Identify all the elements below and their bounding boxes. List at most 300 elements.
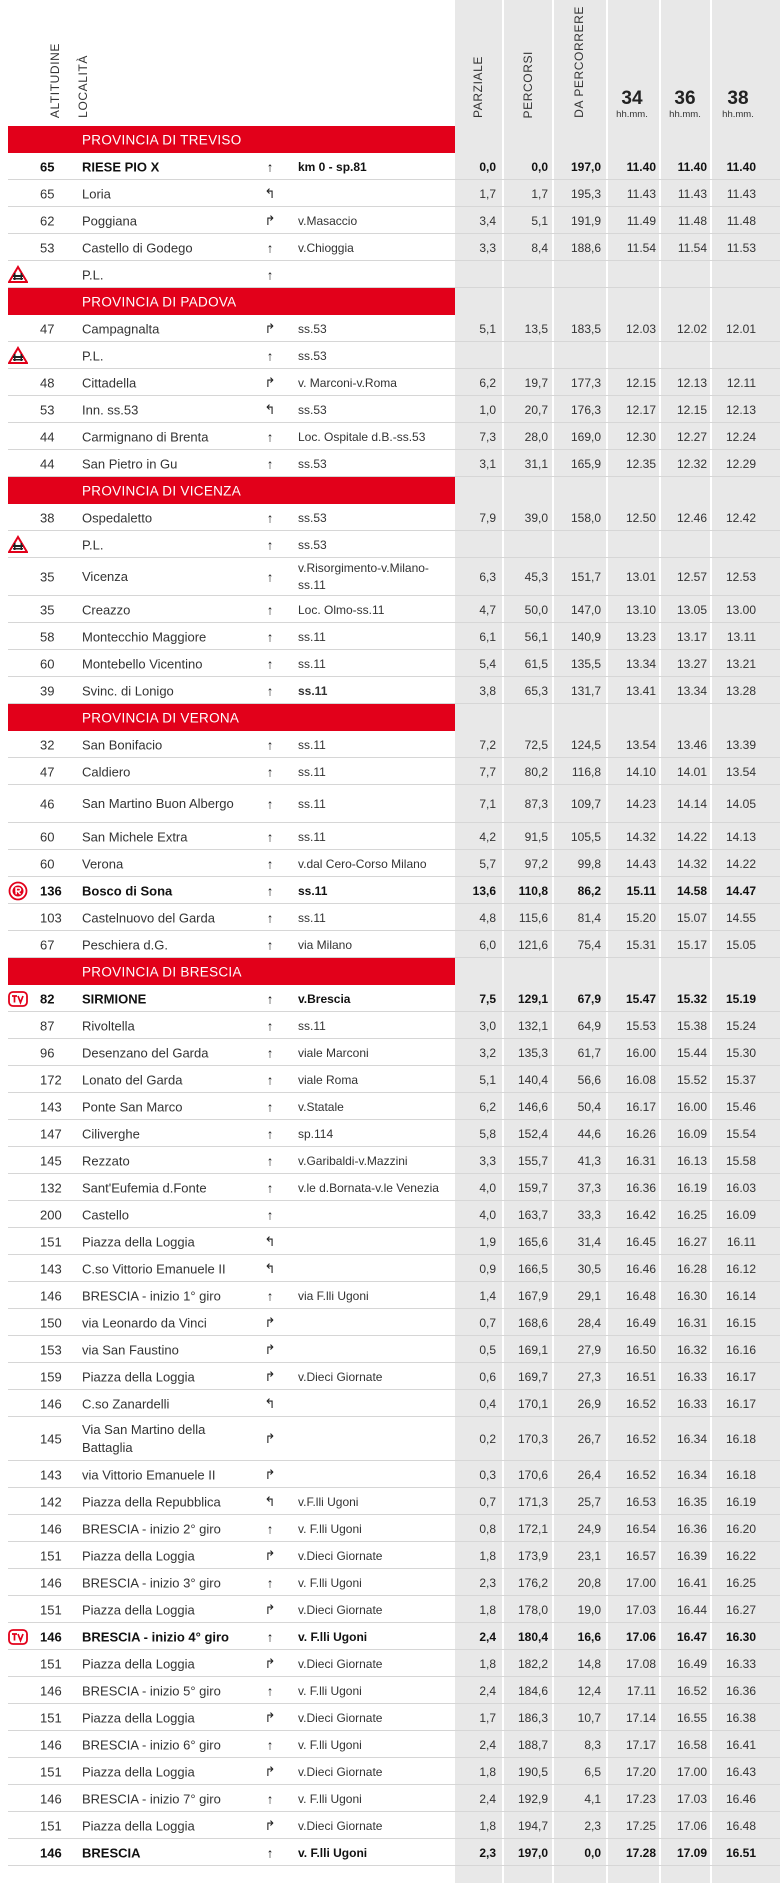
time-36-cell: 17.09 bbox=[676, 1845, 707, 1860]
table-row bbox=[0, 1309, 780, 1336]
parziale-cell: 4,7 bbox=[479, 602, 496, 617]
time-36-cell: 16.32 bbox=[676, 1342, 707, 1357]
time-38-cell: 16.14 bbox=[725, 1288, 756, 1303]
time-38-cell: 16.38 bbox=[725, 1710, 756, 1725]
speed-unit: hh.mm. bbox=[616, 109, 648, 120]
location-cell: via Vittorio Emanuele II bbox=[82, 1467, 216, 1482]
road-cell: v.le d.Bornata-v.le Venezia bbox=[298, 1180, 439, 1195]
parziale-cell: 2,3 bbox=[479, 1575, 496, 1590]
direction-arrow-icon: ↑ bbox=[266, 1045, 274, 1060]
time-34-cell: 15.31 bbox=[625, 937, 656, 952]
parziale-cell: 4,0 bbox=[479, 1180, 496, 1195]
time-34-cell: 13.54 bbox=[625, 737, 656, 752]
parziale-cell: 5,4 bbox=[479, 656, 496, 671]
da-percorrere-cell: 64,9 bbox=[577, 1018, 601, 1033]
time-36-cell: 14.01 bbox=[676, 764, 707, 779]
time-34-cell: 16.36 bbox=[625, 1180, 656, 1195]
direction-arrow-icon: ↑ bbox=[266, 1153, 274, 1168]
altitude-cell: 32 bbox=[40, 737, 55, 752]
parziale-cell: 2,4 bbox=[479, 1791, 496, 1806]
altitude-cell: 47 bbox=[40, 764, 55, 779]
time-38-cell: 16.51 bbox=[725, 1845, 756, 1860]
direction-arrow-icon: ↱ bbox=[264, 374, 276, 390]
time-36-cell: 16.41 bbox=[676, 1575, 707, 1590]
time-34-cell: 13.34 bbox=[625, 656, 656, 671]
da-percorrere-cell: 183,5 bbox=[570, 321, 601, 336]
table-header bbox=[0, 0, 780, 126]
direction-arrow-icon: ↑ bbox=[266, 1629, 274, 1644]
location-cell: BRESCIA - inizio 5° giro bbox=[82, 1683, 221, 1698]
time-38-cell: 16.25 bbox=[725, 1575, 756, 1590]
direction-arrow-icon: ↑ bbox=[266, 629, 274, 644]
time-36-cell: 15.52 bbox=[676, 1072, 707, 1087]
time-36-cell: 17.00 bbox=[676, 1764, 707, 1779]
altitude-cell: 96 bbox=[40, 1045, 55, 1060]
time-36-cell: 11.40 bbox=[677, 159, 707, 174]
time-36-cell: 14.32 bbox=[676, 856, 707, 871]
percorsi-cell: 31,1 bbox=[524, 456, 548, 471]
location-cell: Verona bbox=[82, 856, 124, 871]
road-cell: v. F.lli Ugoni bbox=[298, 1737, 362, 1752]
altitude-cell: 151 bbox=[40, 1548, 62, 1563]
road-cell: via F.lli Ugoni bbox=[298, 1288, 369, 1303]
time-34-cell: 11.43 bbox=[626, 186, 656, 201]
time-34-cell: 17.08 bbox=[625, 1656, 656, 1671]
road-cell: ss.11 bbox=[298, 829, 326, 844]
level-crossing-icon bbox=[8, 265, 28, 285]
time-38-cell: 16.30 bbox=[725, 1629, 756, 1644]
time-34-cell: 17.00 bbox=[625, 1575, 656, 1590]
parziale-cell: 0,9 bbox=[479, 1261, 496, 1276]
percorsi-cell: 80,2 bbox=[524, 764, 548, 779]
time-34-cell: 11.40 bbox=[626, 159, 656, 174]
altitude-cell: 35 bbox=[40, 569, 55, 585]
location-cell: Piazza della Loggia bbox=[82, 1818, 195, 1833]
parziale-cell: 4,8 bbox=[479, 910, 496, 925]
direction-arrow-icon: ↰ bbox=[264, 1493, 276, 1509]
direction-arrow-icon: ↑ bbox=[266, 267, 274, 282]
road-cell: ss.53 bbox=[298, 348, 327, 363]
percorsi-cell: 135,3 bbox=[517, 1045, 548, 1060]
parziale-cell: 7,5 bbox=[479, 991, 496, 1006]
percorsi-cell: 97,2 bbox=[524, 856, 548, 871]
percorsi-cell: 39,0 bbox=[524, 510, 548, 525]
percorsi-cell: 50,0 bbox=[524, 602, 548, 617]
location-cell: Castello di Godego bbox=[82, 240, 193, 255]
altitude-cell: 53 bbox=[40, 240, 55, 255]
parziale-cell: 4,2 bbox=[479, 829, 496, 844]
direction-arrow-icon: ↑ bbox=[266, 1737, 274, 1752]
da-percorrere-cell: 169,0 bbox=[570, 429, 601, 444]
percorsi-cell: 172,1 bbox=[517, 1521, 548, 1536]
time-34-cell: 16.57 bbox=[625, 1548, 656, 1563]
da-percorrere-cell: 158,0 bbox=[570, 510, 601, 525]
time-34-cell: 17.06 bbox=[625, 1629, 656, 1644]
location-cell: Lonato del Garda bbox=[82, 1072, 183, 1087]
time-34-cell: 13.23 bbox=[625, 629, 656, 644]
location-cell: Campagnalta bbox=[82, 321, 160, 336]
table-row bbox=[0, 1569, 780, 1596]
direction-arrow-icon: ↑ bbox=[266, 1099, 274, 1114]
da-percorrere-cell: 116,8 bbox=[571, 764, 601, 779]
location-cell: Piazza della Loggia bbox=[82, 1656, 195, 1671]
timetable-rows bbox=[0, 126, 780, 1866]
table-row bbox=[0, 558, 780, 596]
table-row bbox=[0, 985, 780, 1012]
altitude-cell: 150 bbox=[40, 1315, 62, 1330]
direction-arrow-icon: ↑ bbox=[266, 764, 274, 779]
altitude-cell: 146 bbox=[40, 1629, 62, 1644]
da-percorrere-cell: 188,6 bbox=[570, 240, 601, 255]
table-row bbox=[0, 261, 780, 288]
time-36-cell: 15.17 bbox=[676, 937, 707, 952]
table-row bbox=[0, 650, 780, 677]
altitude-cell: 60 bbox=[40, 656, 55, 671]
time-34-cell: 14.43 bbox=[625, 856, 656, 871]
time-34-cell: 13.01 bbox=[625, 570, 656, 584]
percorsi-cell: 45,3 bbox=[524, 570, 548, 584]
altitude-cell: 136 bbox=[40, 883, 62, 898]
percorsi-cell: 1,7 bbox=[531, 186, 548, 201]
table-row bbox=[0, 1120, 780, 1147]
da-percorrere-cell: 0,0 bbox=[584, 1845, 601, 1860]
location-cell: BRESCIA - inizio 2° giro bbox=[82, 1521, 221, 1536]
location-cell: Carmignano di Brenta bbox=[82, 429, 209, 444]
road-cell: ss.11 bbox=[298, 883, 328, 898]
tv-icon bbox=[8, 989, 28, 1009]
parziale-cell: 6,1 bbox=[479, 629, 496, 644]
direction-arrow-icon: ↱ bbox=[264, 1431, 276, 1446]
time-36-cell: 11.48 bbox=[677, 213, 707, 228]
direction-arrow-icon: ↑ bbox=[266, 683, 274, 698]
da-percorrere-cell: 50,4 bbox=[577, 1099, 601, 1114]
da-percorrere-cell: 29,1 bbox=[577, 1288, 601, 1303]
road-cell: ss.53 bbox=[298, 537, 327, 552]
table-row bbox=[0, 850, 780, 877]
time-38-cell: 15.24 bbox=[725, 1018, 756, 1033]
percorsi-cell: 170,1 bbox=[517, 1396, 548, 1411]
road-cell: v. F.lli Ugoni bbox=[298, 1845, 368, 1860]
header-da-percorrere: DA PERCORRERE bbox=[572, 6, 586, 118]
direction-arrow-icon: ↑ bbox=[266, 1683, 274, 1698]
parziale-cell: 3,2 bbox=[479, 1045, 496, 1060]
altitude-cell: 38 bbox=[40, 510, 55, 525]
table-row bbox=[0, 369, 780, 396]
percorsi-cell: 170,6 bbox=[517, 1467, 548, 1482]
parziale-cell: 5,8 bbox=[479, 1126, 496, 1141]
table-row bbox=[0, 1039, 780, 1066]
time-36-cell: 16.35 bbox=[676, 1494, 707, 1509]
location-cell: SIRMIONE bbox=[82, 991, 147, 1006]
time-34-cell: 16.52 bbox=[625, 1432, 656, 1446]
table-row bbox=[0, 931, 780, 958]
time-36-cell: 14.14 bbox=[676, 797, 707, 811]
road-cell: v. F.lli Ugoni bbox=[298, 1683, 362, 1698]
da-percorrere-cell: 147,0 bbox=[570, 602, 601, 617]
time-38-cell: 16.03 bbox=[725, 1180, 756, 1195]
percorsi-cell: 163,7 bbox=[517, 1207, 548, 1222]
parziale-cell: 7,1 bbox=[479, 797, 496, 811]
percorsi-cell: 129,1 bbox=[517, 991, 548, 1006]
road-cell: v. F.lli Ugoni bbox=[298, 1521, 362, 1536]
time-38-cell: 15.30 bbox=[725, 1045, 756, 1060]
province-header bbox=[0, 126, 780, 153]
percorsi-cell: 168,6 bbox=[517, 1315, 548, 1330]
time-36-cell: 16.30 bbox=[676, 1288, 707, 1303]
road-cell: sp.114 bbox=[298, 1126, 334, 1141]
time-36-cell: 16.34 bbox=[676, 1432, 707, 1446]
time-38-cell: 16.46 bbox=[725, 1791, 756, 1806]
da-percorrere-cell: 23,1 bbox=[577, 1548, 601, 1563]
time-38-cell: 16.20 bbox=[725, 1521, 756, 1536]
table-row bbox=[0, 904, 780, 931]
direction-arrow-icon: ↑ bbox=[266, 1845, 274, 1860]
direction-arrow-icon: ↱ bbox=[264, 1709, 276, 1725]
speed-header-34 bbox=[604, 89, 660, 120]
da-percorrere-cell: 124,5 bbox=[570, 737, 601, 752]
time-34-cell: 16.49 bbox=[625, 1315, 656, 1330]
time-34-cell: 16.51 bbox=[625, 1369, 656, 1384]
time-38-cell: 16.22 bbox=[725, 1548, 756, 1563]
road-cell: v. F.lli Ugoni bbox=[298, 1575, 362, 1590]
time-34-cell: 12.17 bbox=[625, 402, 656, 417]
location-cell: Piazza della Repubblica bbox=[82, 1494, 221, 1509]
da-percorrere-cell: 140,9 bbox=[570, 629, 601, 644]
road-cell: v.Masaccio bbox=[298, 213, 358, 228]
location-cell: Castelnuovo del Garda bbox=[82, 910, 215, 925]
road-cell: v.Garibaldi-v.Mazzini bbox=[298, 1153, 408, 1168]
altitude-cell: 87 bbox=[40, 1018, 55, 1033]
altitude-cell: 200 bbox=[40, 1207, 62, 1222]
parziale-cell: 7,7 bbox=[479, 764, 496, 779]
time-38-cell: 16.27 bbox=[725, 1602, 756, 1617]
parziale-cell: 0,4 bbox=[479, 1396, 496, 1411]
time-34-cell: 16.17 bbox=[625, 1099, 656, 1114]
location-cell: Poggiana bbox=[82, 213, 137, 228]
location-cell: P.L. bbox=[82, 267, 104, 282]
direction-arrow-icon: ↑ bbox=[266, 910, 274, 925]
road-cell: ss.53 bbox=[298, 510, 327, 525]
table-row bbox=[0, 1488, 780, 1515]
time-38-cell: 16.33 bbox=[725, 1656, 756, 1671]
da-percorrere-cell: 28,4 bbox=[577, 1315, 601, 1330]
percorsi-cell: 72,5 bbox=[524, 737, 548, 752]
time-36-cell: 12.02 bbox=[676, 321, 707, 336]
time-34-cell: 16.46 bbox=[625, 1261, 656, 1276]
parziale-cell: 0,5 bbox=[479, 1342, 496, 1357]
speed-value: 38 bbox=[727, 88, 749, 109]
time-36-cell: 16.19 bbox=[676, 1180, 707, 1195]
time-36-cell: 13.46 bbox=[676, 737, 707, 752]
time-38-cell: 14.13 bbox=[725, 829, 756, 844]
table-row bbox=[0, 1417, 780, 1461]
location-cell: C.so Vittorio Emanuele II bbox=[82, 1261, 226, 1276]
time-38-cell: 16.17 bbox=[725, 1396, 756, 1411]
parziale-cell: 7,2 bbox=[479, 737, 496, 752]
time-36-cell: 16.58 bbox=[676, 1737, 707, 1752]
table-row bbox=[0, 1147, 780, 1174]
time-34-cell: 17.14 bbox=[625, 1710, 656, 1725]
time-38-cell: 13.21 bbox=[725, 656, 756, 671]
direction-arrow-icon: ↑ bbox=[266, 737, 274, 752]
parziale-cell: 6,0 bbox=[479, 937, 496, 952]
location-cell: Montecchio Maggiore bbox=[82, 629, 207, 644]
altitude-cell: 47 bbox=[40, 321, 55, 336]
speed-value: 34 bbox=[621, 88, 643, 109]
road-cell: v.Dieci Giornate bbox=[298, 1369, 383, 1384]
location-cell: P.L. bbox=[82, 348, 104, 363]
percorsi-cell: 188,7 bbox=[517, 1737, 548, 1752]
percorsi-cell: 87,3 bbox=[524, 797, 548, 811]
time-34-cell: 16.00 bbox=[625, 1045, 656, 1060]
time-36-cell: 16.36 bbox=[676, 1521, 707, 1536]
time-36-cell: 16.34 bbox=[676, 1467, 707, 1482]
time-38-cell: 13.00 bbox=[725, 602, 756, 617]
parziale-cell: 1,7 bbox=[479, 186, 496, 201]
altitude-cell: 151 bbox=[40, 1764, 62, 1779]
time-34-cell: 16.45 bbox=[625, 1234, 656, 1249]
time-36-cell: 16.52 bbox=[676, 1683, 707, 1698]
time-36-cell: 16.31 bbox=[676, 1315, 707, 1330]
direction-arrow-icon: ↱ bbox=[264, 320, 276, 336]
da-percorrere-cell: 67,9 bbox=[577, 991, 601, 1006]
time-36-cell: 16.28 bbox=[676, 1261, 707, 1276]
time-34-cell: 16.52 bbox=[625, 1467, 656, 1482]
location-cell: Peschiera d.G. bbox=[82, 937, 168, 952]
direction-arrow-icon: ↰ bbox=[264, 401, 276, 417]
parziale-cell: 6,2 bbox=[479, 375, 496, 390]
altitude-cell: 146 bbox=[40, 1737, 62, 1752]
parziale-cell: 0,0 bbox=[479, 159, 496, 174]
road-cell: v.Dieci Giornate bbox=[298, 1764, 383, 1779]
parziale-cell: 7,9 bbox=[479, 510, 496, 525]
location-cell: Caldiero bbox=[82, 764, 131, 779]
table-row bbox=[0, 1336, 780, 1363]
time-38-cell: 15.46 bbox=[725, 1099, 756, 1114]
location-cell: Piazza della Loggia bbox=[82, 1369, 195, 1384]
speed-header-38 bbox=[710, 89, 766, 120]
time-38-cell: 16.36 bbox=[725, 1683, 756, 1698]
table-row bbox=[0, 731, 780, 758]
time-38-cell: 11.43 bbox=[726, 186, 756, 201]
road-cell: ss.11 bbox=[298, 1018, 326, 1033]
location-cell: Piazza della Loggia bbox=[82, 1764, 195, 1779]
da-percorrere-cell: 165,9 bbox=[570, 456, 601, 471]
percorsi-cell: 166,5 bbox=[517, 1261, 548, 1276]
location-cell: Svinc. di Lonigo bbox=[82, 683, 174, 698]
time-38-cell: 11.40 bbox=[726, 159, 756, 174]
time-36-cell: 13.34 bbox=[676, 683, 707, 698]
percorsi-cell: 184,6 bbox=[517, 1683, 548, 1698]
da-percorrere-cell: 131,7 bbox=[570, 683, 601, 698]
percorsi-cell: 0,0 bbox=[531, 159, 548, 174]
time-34-cell: 11.54 bbox=[626, 240, 656, 255]
road-cell: ss.11 bbox=[298, 629, 326, 644]
parziale-cell: 3,3 bbox=[479, 1153, 496, 1168]
percorsi-cell: 56,1 bbox=[524, 629, 548, 644]
parziale-cell: 3,8 bbox=[479, 683, 496, 698]
percorsi-cell: 91,5 bbox=[524, 829, 548, 844]
location-cell: Ciliverghe bbox=[82, 1126, 140, 1141]
altitude-cell: 44 bbox=[40, 456, 55, 471]
direction-arrow-icon: ↑ bbox=[266, 1180, 274, 1195]
altitude-cell: 146 bbox=[40, 1845, 62, 1860]
time-36-cell: 16.33 bbox=[676, 1369, 707, 1384]
time-34-cell: 16.42 bbox=[625, 1207, 656, 1222]
time-36-cell: 13.17 bbox=[676, 629, 707, 644]
table-row bbox=[0, 596, 780, 623]
tv-icon bbox=[8, 1627, 28, 1647]
direction-arrow-icon: ↱ bbox=[264, 1368, 276, 1384]
location-cell: via Leonardo da Vinci bbox=[82, 1315, 207, 1330]
time-34-cell: 12.35 bbox=[625, 456, 656, 471]
direction-arrow-icon: ↑ bbox=[266, 883, 274, 898]
da-percorrere-cell: 14,8 bbox=[577, 1656, 601, 1671]
direction-arrow-icon: ↑ bbox=[266, 1288, 274, 1303]
table-row bbox=[0, 1461, 780, 1488]
direction-arrow-icon: ↑ bbox=[266, 569, 274, 585]
time-36-cell: 16.55 bbox=[676, 1710, 707, 1725]
time-34-cell: 12.15 bbox=[625, 375, 656, 390]
parziale-cell: 2,3 bbox=[479, 1845, 496, 1860]
altitude-cell: 146 bbox=[40, 1791, 62, 1806]
time-34-cell: 11.49 bbox=[626, 213, 656, 228]
da-percorrere-cell: 2,3 bbox=[584, 1818, 601, 1833]
road-cell: v.Risorgimento-v.Milano-ss.11 bbox=[298, 561, 429, 592]
road-cell: ss.11 bbox=[298, 656, 326, 671]
road-cell: v.Brescia bbox=[298, 991, 351, 1006]
direction-arrow-icon: ↱ bbox=[264, 1763, 276, 1779]
da-percorrere-cell: 41,3 bbox=[577, 1153, 601, 1168]
da-percorrere-cell: 19,0 bbox=[577, 1602, 601, 1617]
road-cell: viale Marconi bbox=[298, 1045, 369, 1060]
da-percorrere-cell: 99,8 bbox=[577, 856, 601, 871]
da-percorrere-cell: 10,7 bbox=[577, 1710, 601, 1725]
parziale-cell: 1,8 bbox=[479, 1656, 496, 1671]
time-38-cell: 15.54 bbox=[725, 1126, 756, 1141]
direction-arrow-icon: ↱ bbox=[264, 1655, 276, 1671]
da-percorrere-cell: 24,9 bbox=[577, 1521, 601, 1536]
direction-arrow-icon: ↑ bbox=[266, 1207, 274, 1222]
parziale-cell: 0,3 bbox=[479, 1467, 496, 1482]
table-row bbox=[0, 1650, 780, 1677]
parziale-cell: 1,8 bbox=[479, 1764, 496, 1779]
time-34-cell: 16.54 bbox=[625, 1521, 656, 1536]
road-cell: ss.11 bbox=[298, 797, 326, 811]
time-34-cell: 17.11 bbox=[626, 1683, 656, 1698]
direction-arrow-icon: ↑ bbox=[266, 856, 274, 871]
percorsi-cell: 180,4 bbox=[517, 1629, 548, 1644]
time-36-cell: 14.58 bbox=[676, 883, 707, 898]
table-row bbox=[0, 1542, 780, 1569]
location-cell: BRESCIA - inizio 6° giro bbox=[82, 1737, 221, 1752]
percorsi-cell: 110,8 bbox=[518, 883, 548, 898]
parziale-cell: 2,4 bbox=[479, 1737, 496, 1752]
percorsi-cell: 5,1 bbox=[531, 213, 548, 228]
altitude-cell: 159 bbox=[40, 1369, 62, 1384]
altitude-cell: 62 bbox=[40, 213, 55, 228]
table-row bbox=[0, 1677, 780, 1704]
location-cell: RIESE PIO X bbox=[82, 159, 160, 174]
speed-value: 36 bbox=[674, 88, 696, 109]
table-row bbox=[0, 1012, 780, 1039]
altitude-cell: 143 bbox=[40, 1467, 62, 1482]
time-36-cell: 11.43 bbox=[677, 186, 707, 201]
time-36-cell: 12.13 bbox=[676, 375, 707, 390]
altitude-cell: 146 bbox=[40, 1396, 62, 1411]
altitude-cell: 67 bbox=[40, 937, 55, 952]
altitude-cell: 132 bbox=[40, 1180, 62, 1195]
